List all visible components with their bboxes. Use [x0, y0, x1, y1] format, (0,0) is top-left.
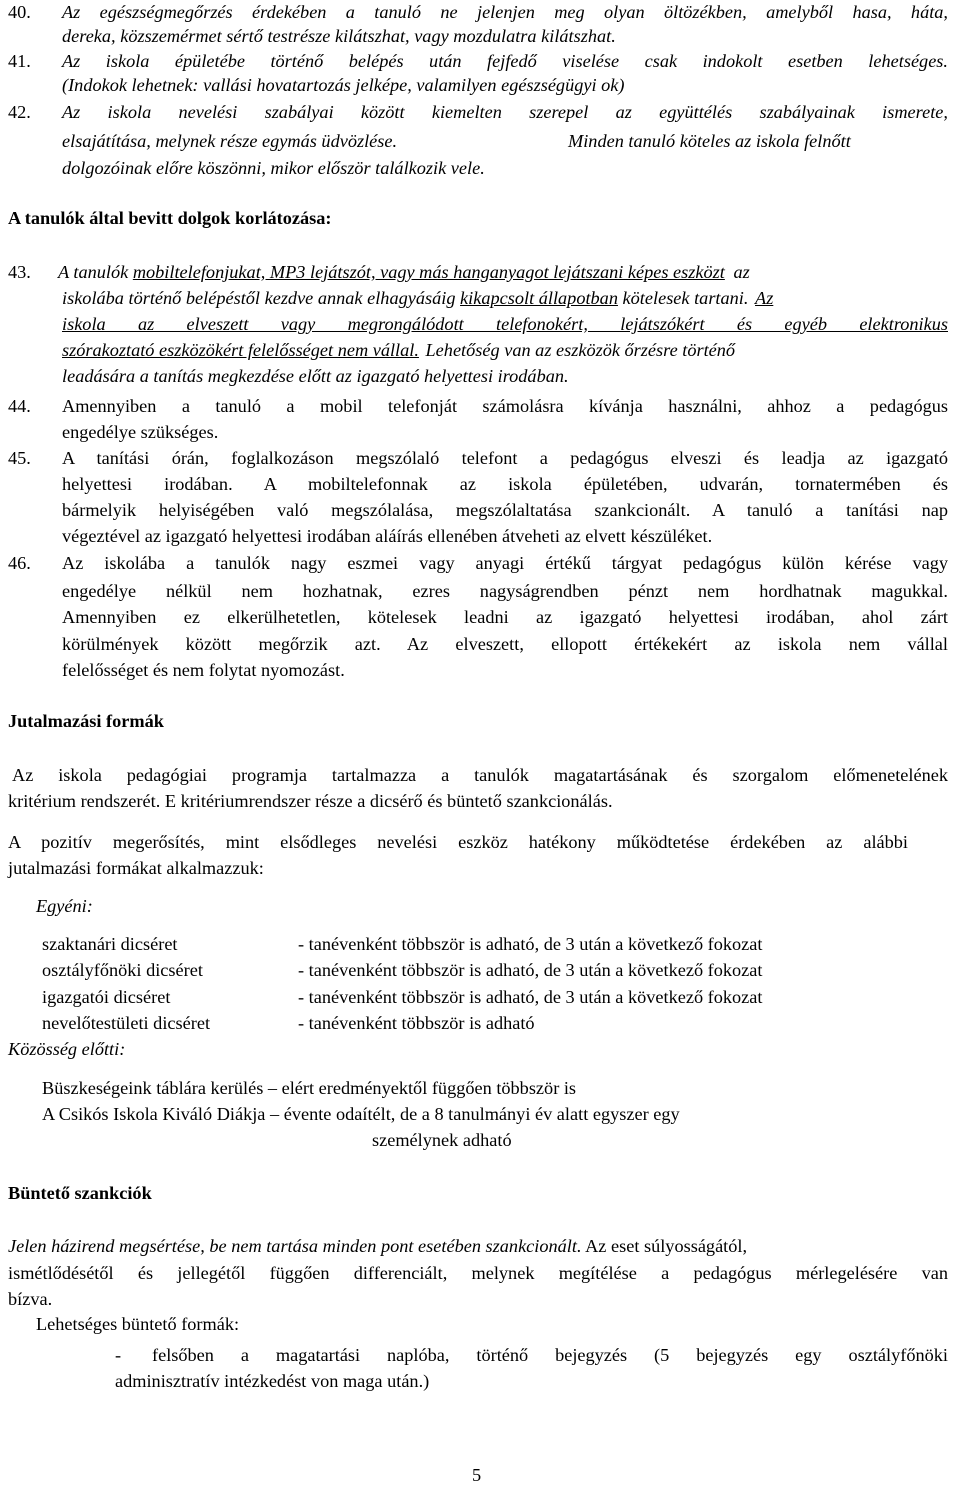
item-43-i: szórakoztató eszközökért felelősséget nem vállal. [62, 340, 419, 360]
item-45-line-1: A tanítási órán, foglalkozáson megszólaló telefont a pedagógus elveszi és leadja az igazgató [62, 448, 948, 468]
para2-line-1: A pozitív megerősítés, mint elsődleges nevelési eszköz hatékony működtetése érdekében az alábbi [8, 832, 908, 852]
kozosseg-label: Közösség előtti: [8, 1039, 126, 1059]
item-42-line-2a: elsajátítása, melynek része egymás üdvözlése. [62, 131, 398, 151]
item-40-line-2: dereka, közszemérmet sértő testrésze kilátszhat, vagy mozdulatra kilátszhat. [62, 26, 616, 46]
page-number: 5 [472, 1465, 482, 1485]
item-41-line-2: (Indokok lehetnek: vallási hovatartozás jelképe, valamilyen egészségügyi ok) [62, 75, 625, 95]
para3-line-2: ismétlődésétől és jellegétől függően differenciált, melynek megítélése a pedagógus mérlegelésére van [8, 1263, 948, 1283]
item-43-line-3: iskola az elveszett vagy megrongálódott telefonokért, lejátszókért és egyéb elektronikus [62, 314, 948, 334]
praise-desc-3: - tanévenként többször is adható, de 3 után a következő fokozat [298, 987, 763, 1007]
item-44-number: 44. [8, 396, 31, 416]
bunteto-item-line-2: adminisztratív intézkedést von maga után.) [115, 1371, 430, 1391]
item-42-line-3: dolgozóinak előre köszönni, mikor először találkozik vele. [62, 158, 485, 178]
item-43-g: Az [755, 288, 774, 308]
item-42-line-2b: Minden tanuló köteles az iskola felnőtt [568, 131, 851, 151]
item-46-line-3: Amennyiben ez elkerülhetetlen, kötelesek leadni az igazgató helyettesi irodában, ahol zárt [62, 607, 948, 627]
para1-line-1: Az iskola pedagógiai programja tartalmazza a tanulók magatartásának és szorgalom előmenetelének [12, 765, 948, 785]
item-46-line-4: körülmények között megőrzik azt. Az elveszett, ellopott értékekért az iskola nem vállal [62, 634, 948, 654]
egyeni-label: Egyéni: [36, 896, 93, 916]
praise-desc-4: - tanévenként többször is adható [298, 1013, 535, 1033]
item-44-line-2: engedélye szükséges. [62, 422, 219, 442]
item-46-line-2: engedélye nélkül nem hozhatnak, ezres nagyságrendben pénzt nem hordhatnak magukkal. [62, 581, 948, 601]
kozosseg-line-2: A Csikós Iskola Kiváló Diákja – évente odaítélt, de a 8 tanulmányi év alatt egyszer egy [42, 1104, 680, 1124]
item-42-number: 42. [8, 102, 31, 122]
item-45-number: 45. [8, 448, 31, 468]
item-46-line-1: Az iskolába a tanulók nagy eszmei vagy anyagi értékű tárgyat pedagógus külön kérése vagy [62, 553, 948, 573]
item-43-f: kötelesek tartani. [622, 288, 749, 308]
item-43-b: mobiltelefonjukat, MP3 lejátszót, vagy más hanganyagot lejátszani képes eszközt [132, 262, 725, 282]
item-41-line-1: Az iskola épületébe történő belépés után fejfedő viselése csak indokolt esetben lehetséges. [62, 51, 948, 71]
item-44-line-1: Amennyiben a tanuló a mobil telefonját számolásra kívánja használni, ahhoz a pedagógus [62, 396, 948, 416]
item-43-d: iskolába történő belépéstől kezdve annak elhagyásáig [62, 288, 456, 308]
item-43-c: az [733, 262, 750, 282]
bunteto-item-dash: - [115, 1345, 122, 1365]
para3-line-1a: Jelen házirend megsértése, be nem tartása minden pont esetében szankcionált. [8, 1236, 582, 1256]
item-43-e: kikapcsolt állapotban [460, 288, 618, 308]
item-45-line-4: végeztével az igazgató helyettesi irodában aláírás ellenében átveheti az elvett készüléket. [62, 526, 713, 546]
kozosseg-line-1: Büszkeségeink táblára kerülés – elért eredményektől függően többször is [42, 1078, 577, 1098]
para2-line-2: jutalmazási formákat alkalmazzuk: [8, 858, 264, 878]
praise-desc-2: - tanévenként többször is adható, de 3 után a következő fokozat [298, 960, 763, 980]
praise-name-2: osztályfőnöki dicséret [42, 960, 203, 980]
item-43-line-5: leadására a tanítás megkezdése előtt az igazgató helyettesi irodában. [62, 366, 569, 386]
heading-korlatozas: A tanulók által bevitt dolgok korlátozása: [8, 208, 332, 228]
item-40-number: 40. [8, 2, 31, 22]
lehetseges-label: Lehetséges büntető formák: [36, 1314, 240, 1334]
item-43-line-4 [62, 337, 735, 363]
item-45-line-3: bármelyik helyiségében való megszólalása, megszólaltatása szankcionált. A tanuló a tanítási nap [62, 500, 948, 520]
item-45-line-2: helyettesi irodában. A mobiltelefonnak az iskola épületében, udvarán, tornatermében és [62, 474, 948, 494]
item-43-line-2 [62, 285, 773, 311]
praise-name-3: igazgatói dicséret [42, 987, 171, 1007]
para1-line-2: kritérium rendszerét. E kritériumrendszer része a dicsérő és büntető szankcionálás. [8, 791, 613, 811]
heading-bunteto: Büntető szankciók [8, 1183, 152, 1203]
praise-desc-1: - tanévenként többször is adható, de 3 után a következő fokozat [298, 934, 763, 954]
bunteto-item-line-1: felsőben a magatartási naplóba, történő bejegyzés (5 bejegyzés egy osztályfőnöki [152, 1345, 948, 1365]
item-46-number: 46. [8, 553, 31, 573]
item-43-line-1 [58, 259, 750, 285]
praise-name-4: nevelőtestületi dicséret [42, 1013, 211, 1033]
para3-line-3: bízva. [8, 1289, 53, 1309]
item-41-number: 41. [8, 51, 31, 71]
item-43-j: Lehetőség van az eszközök őrzésre történő [425, 340, 736, 360]
item-40-line-1: Az egészségmegőrzés érdekében a tanuló ne jelenjen meg olyan öltözékben, amelyből hasa, háta, [62, 2, 948, 22]
item-42-line-1: Az iskola nevelési szabályai között kiemelten szerepel az együttélés szabályainak ismerete, [62, 102, 948, 122]
kozosseg-line-3: személynek adható [372, 1130, 512, 1150]
item-46-line-5: felelősséget és nem folytat nyomozást. [62, 660, 345, 680]
para3-line-1 [8, 1233, 747, 1259]
praise-name-1: szaktanári dicséret [42, 934, 178, 954]
item-43-number: 43. [8, 262, 31, 282]
heading-jutalmazasi: Jutalmazási formák [8, 711, 164, 731]
item-43-a: A tanulók [58, 262, 129, 282]
para3-line-1b: Az eset súlyosságától, [585, 1236, 748, 1256]
